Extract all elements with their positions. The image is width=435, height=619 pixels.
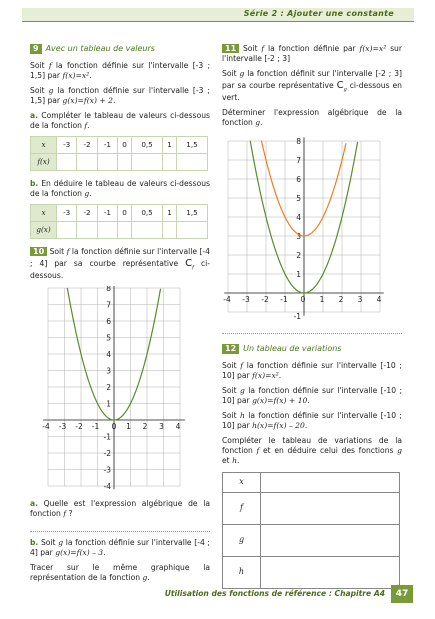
exercise-number: 11 xyxy=(222,44,239,53)
exercise-number: 10 xyxy=(30,247,47,256)
ex10-question-b: b. Soit g la fonction définie sur l'intervalle [-4 ; 4] par g(x)=f(x) – 3. xyxy=(30,537,210,557)
empty-cell[interactable] xyxy=(118,221,132,238)
empty-cell[interactable] xyxy=(176,221,207,238)
empty-cell[interactable] xyxy=(97,153,117,170)
series-header xyxy=(22,8,414,22)
exercise-12-header xyxy=(222,344,402,355)
x-tick-label: 0 xyxy=(300,295,306,305)
page-number: 47 xyxy=(391,585,413,603)
row-label-h: h xyxy=(223,556,261,588)
variation-cell[interactable] xyxy=(261,492,400,524)
x-tick-label: -4 xyxy=(42,421,50,431)
y-tick-label: 4 xyxy=(296,213,301,223)
x-tick-label: -2 xyxy=(261,295,269,305)
row-label-g: g xyxy=(223,524,261,556)
variation-table xyxy=(222,472,400,589)
table-cell: 1 xyxy=(163,136,177,153)
ex10-question-c: Tracer sur le même graphique la représentation de la fonction g. xyxy=(30,562,210,582)
ex10-question-a: a. Quelle est l'expression algébrique de la fonction f ? xyxy=(30,498,210,518)
x-tick-label: -1 xyxy=(91,421,100,431)
table-header-fx: f(x) xyxy=(31,153,57,170)
x-tick-label: 4 xyxy=(175,421,181,431)
y-tick-label: -1 xyxy=(293,312,301,322)
empty-cell[interactable] xyxy=(77,221,97,238)
exercise-number: 9 xyxy=(30,44,42,54)
x-tick-label: -4 xyxy=(223,295,231,305)
x-tick-label: 1 xyxy=(319,295,325,305)
ex11-paragraph-2: Soit g la fonction définit sur l'intervalle [-2 ; 3] par sa courbe représentative $C_g$ ci-dessous en vert. xyxy=(222,69,402,103)
table-cell: 0 xyxy=(118,136,132,153)
table-cell: -1 xyxy=(97,136,117,153)
y-tick-label: 8 xyxy=(296,137,301,147)
values-table-g xyxy=(30,204,208,239)
empty-cell[interactable] xyxy=(132,153,163,170)
y-tick-label: -4 xyxy=(103,481,111,491)
table-cell: -3 xyxy=(57,204,77,221)
x-tick-label: -1 xyxy=(280,295,288,305)
answer-line[interactable] xyxy=(30,524,210,532)
table-header-x: x xyxy=(31,204,57,221)
ex12-paragraph-4: Compléter le tableau de variations de la fonction f et en déduire celui des fonctions g et h. xyxy=(222,435,402,465)
y-tick-label: -1 xyxy=(103,432,111,442)
x-tick-label: -3 xyxy=(58,421,67,431)
values-table-f xyxy=(30,136,208,171)
ex9-paragraph-1: Soit f la fonction définie sur l'intervalle [-3 ; 1,5] par f(x)=x². xyxy=(30,60,210,80)
empty-cell[interactable] xyxy=(97,221,117,238)
chapter-title: Utilisation des fonctions de référence : Chapitre A4 xyxy=(164,589,385,598)
table-cell: -2 xyxy=(77,136,97,153)
table-cell: -1 xyxy=(97,204,117,221)
ex12-paragraph-3: Soit h la fonction définie sur l'intervalle [-10 ; 10] par h(x)=f(x) – 20. xyxy=(222,410,402,430)
table-cell: -2 xyxy=(77,204,97,221)
graph-exercise-10 xyxy=(30,286,210,492)
y-tick-label: 2 xyxy=(106,382,111,392)
y-tick-label: 7 xyxy=(106,300,111,310)
table-header-gx: g(x) xyxy=(31,221,57,238)
x-tick-label: -3 xyxy=(242,295,250,305)
empty-cell[interactable] xyxy=(57,153,77,170)
row-label-x: x xyxy=(223,472,261,492)
y-tick-label: -3 xyxy=(103,465,111,475)
empty-cell[interactable] xyxy=(57,221,77,238)
empty-cell[interactable] xyxy=(163,221,177,238)
variation-cell[interactable] xyxy=(261,472,400,492)
table-cell: -3 xyxy=(57,136,77,153)
table-cell: 0,5 xyxy=(132,136,163,153)
y-tick-label: 1 xyxy=(296,270,301,280)
empty-cell[interactable] xyxy=(132,221,163,238)
graph-exercise-11 xyxy=(222,133,402,323)
table-cell: 1,5 xyxy=(176,204,207,221)
empty-cell[interactable] xyxy=(163,153,177,170)
ex12-paragraph-1: Soit f la fonction définie sur l'intervalle [-10 ; 10] par f(x)=x². xyxy=(222,360,402,380)
y-tick-label: 5 xyxy=(106,333,111,343)
table-cell: 1 xyxy=(163,204,177,221)
ex9-question-b: b. En déduire le tableau de valeurs ci-dessous de la fonction g. xyxy=(30,178,210,198)
y-tick-label: 2 xyxy=(296,251,301,261)
exercise-number: 12 xyxy=(222,344,239,354)
x-tick-label: 3 xyxy=(159,421,164,431)
y-tick-label: 5 xyxy=(296,194,301,204)
page-footer xyxy=(0,585,435,605)
answer-line[interactable] xyxy=(222,326,402,334)
x-tick-label: 2 xyxy=(142,421,148,431)
y-tick-label: 7 xyxy=(296,156,301,166)
ex11-paragraph-3: Déterminer l'expression algébrique de la fonction g. xyxy=(222,108,402,128)
y-tick-label: 3 xyxy=(296,232,301,242)
y-tick-label: 8 xyxy=(106,285,111,293)
right-column xyxy=(222,44,402,589)
ex12-paragraph-2: Soit g la fonction définie sur l'intervalle [-10 ; 10] par g(x)=f(x) + 10. xyxy=(222,385,403,405)
ex9-question-a: a. Compléter le tableau de valeurs ci-dessous de la fonction f. xyxy=(30,110,210,130)
empty-cell[interactable] xyxy=(118,153,132,170)
table-header-x: x xyxy=(31,136,57,153)
y-tick-label: -2 xyxy=(103,448,111,458)
empty-cell[interactable] xyxy=(77,153,97,170)
x-tick-label: 4 xyxy=(376,295,382,305)
table-cell: 1,5 xyxy=(176,136,207,153)
left-column xyxy=(30,44,210,588)
y-tick-label: 3 xyxy=(106,366,111,376)
exercise-9-header xyxy=(30,44,210,55)
x-tick-label: 0 xyxy=(111,421,117,431)
y-tick-label: 6 xyxy=(296,175,301,185)
y-tick-label: 1 xyxy=(106,399,111,409)
variation-cell[interactable] xyxy=(261,524,400,556)
y-tick-label: 4 xyxy=(106,349,111,359)
row-label-f: f xyxy=(223,492,261,524)
ex11-paragraph-1: 11 Soit f la fonction définie par f(x)=x² sur l'intervalle [-2 ; 3] xyxy=(222,44,402,64)
ex9-paragraph-2: Soit g la fonction définie sur l'intervalle [-3 ; 1,5] par g(x)=f(x) + 2. xyxy=(30,85,210,105)
x-tick-label: 2 xyxy=(338,295,344,305)
table-cell: 0 xyxy=(118,204,132,221)
y-tick-label: 6 xyxy=(106,316,111,326)
empty-cell[interactable] xyxy=(176,153,207,170)
table-cell: 0,5 xyxy=(132,204,163,221)
x-tick-label: -2 xyxy=(75,421,83,431)
series-title: Série 2 : Ajouter une constante xyxy=(243,9,394,18)
x-tick-label: 3 xyxy=(357,295,363,305)
ex10-intro: 10 Soit f la fonction définie sur l'intervalle [-4 ; 4] par sa courbe représentative $C_f$ ci-dessous. xyxy=(30,246,210,280)
variation-cell[interactable] xyxy=(261,556,400,588)
x-tick-label: 1 xyxy=(126,421,131,431)
exercise-title: Avec un tableau de valeurs xyxy=(45,44,155,53)
exercise-title: Un tableau de variations xyxy=(243,344,342,354)
